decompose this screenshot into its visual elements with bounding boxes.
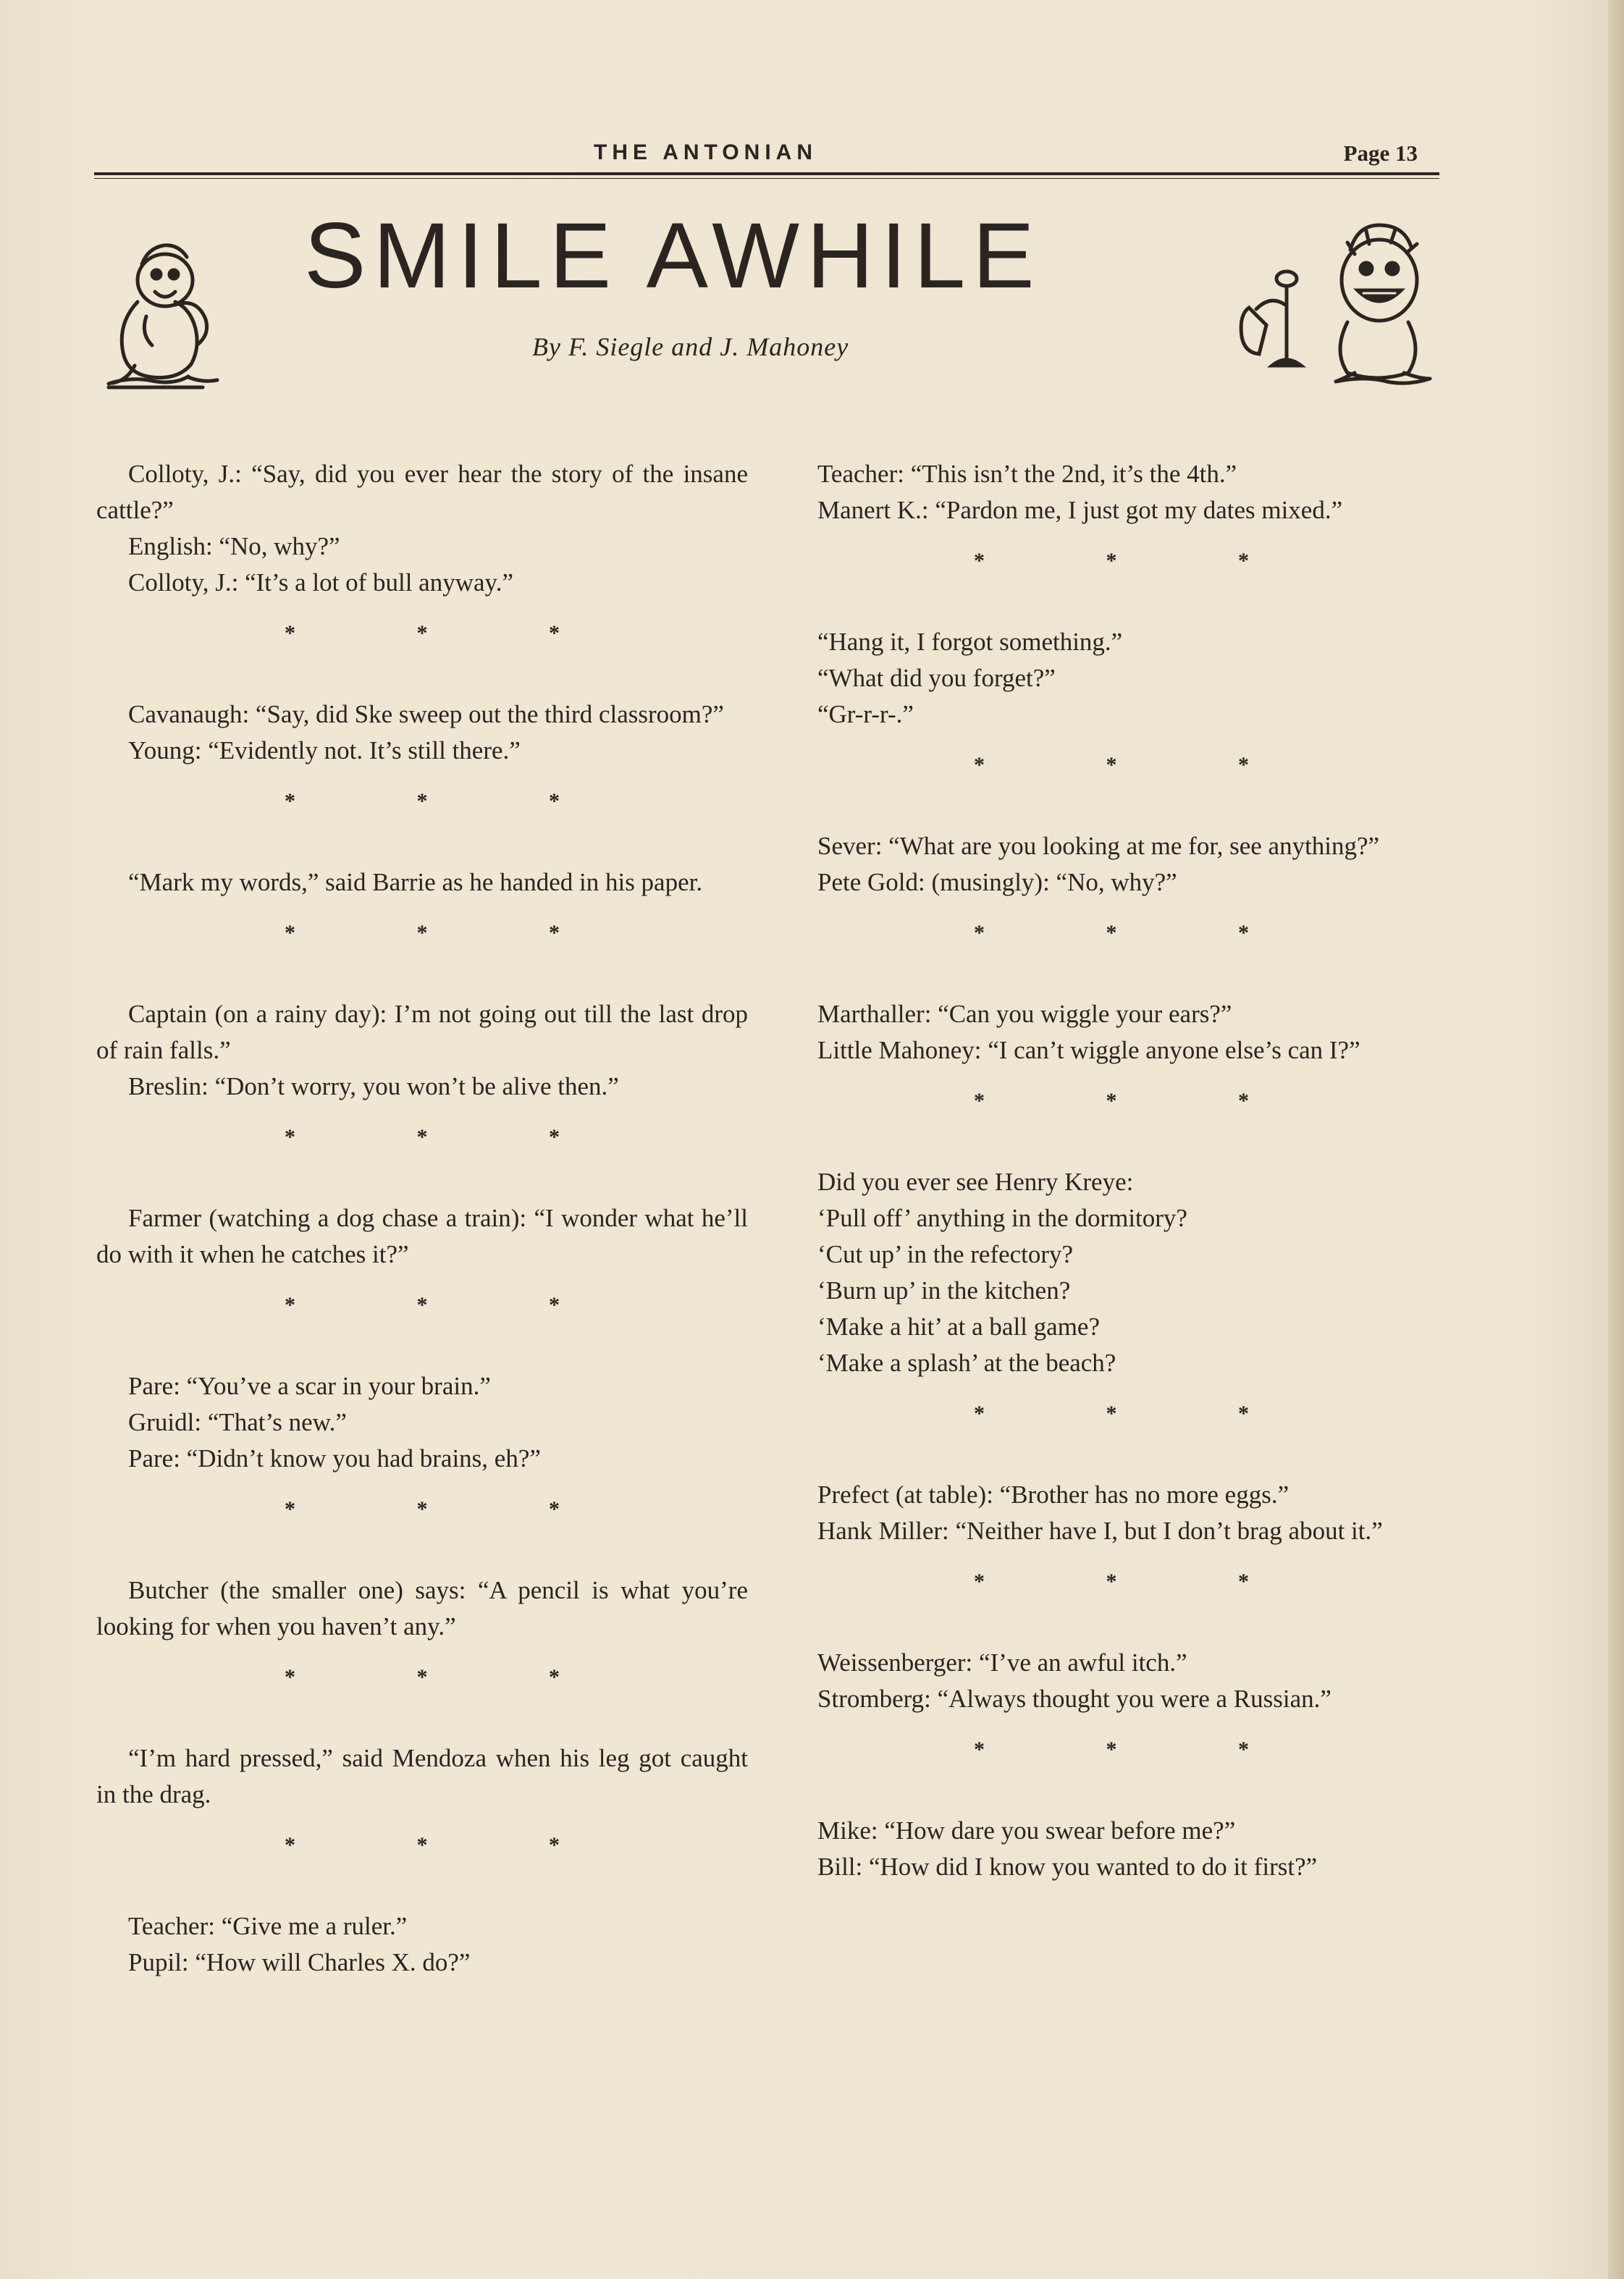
joke-line: Teacher: “This isn’t the 2nd, it’s the 4th.” (817, 460, 1237, 488)
right-column (786, 456, 1437, 1885)
joke-block (96, 1368, 748, 1477)
asterism-separator: * * * (285, 1833, 618, 1857)
joke-line: Pete Gold: (musingly): “No, why?” (817, 868, 1177, 896)
joke-line: “I’m hard pressed,” said Mendoza when his leg got caught in the drag. (96, 1744, 748, 1808)
asterism-separator: * * * (285, 1665, 618, 1689)
joke-line: Young: “Evidently not. It’s still there.” (128, 736, 521, 764)
asterism-separator: * * * (974, 1402, 1307, 1425)
joke-line: “Mark my words,” said Barrie as he handed in his paper. (128, 868, 703, 896)
byline: By F. Siegle and J. Mahoney (532, 332, 849, 361)
joke-block (786, 1477, 1437, 1549)
asterism-separator: * * * (974, 921, 1307, 945)
joke-line: Colloty, J.: “Say, did you ever hear the story of the insane cattle?” (96, 460, 748, 524)
joke-block (96, 1908, 748, 1981)
joke-block (786, 456, 1437, 528)
telephone-figure-illustration (1227, 221, 1444, 395)
joke-line: Farmer (watching a dog chase a train): “I wonder what he’ll do with it when he catches it?” (96, 1204, 748, 1268)
joke-line: “What did you forget?” (817, 664, 1056, 692)
joke-line: Teacher: “Give me a ruler.” (128, 1912, 408, 1940)
joke-line: Weissenberger: “I’ve an awful itch.” (817, 1648, 1187, 1677)
asterism-separator: * * * (285, 1125, 618, 1149)
joke-line: Gruidl: “That’s new.” (128, 1408, 347, 1436)
joke-block (96, 864, 748, 901)
joke-block (96, 456, 748, 601)
joke-line: Stromberg: “Always thought you were a Russian.” (817, 1685, 1331, 1713)
asterism-separator: * * * (974, 549, 1307, 573)
joke-line: ‘Cut up’ in the refectory? (817, 1240, 1074, 1268)
joke-block (96, 696, 748, 769)
asterism-separator: * * * (285, 789, 618, 813)
joke-line: ‘Make a hit’ at a ball game? (817, 1313, 1100, 1341)
joke-block (786, 828, 1437, 901)
running-header (94, 138, 1439, 175)
joke-line: Little Mahoney: “I can’t wiggle anyone else’s can I?” (817, 1036, 1360, 1064)
article-title: SMILE AWHILE (304, 204, 1042, 308)
joke-line: ‘Make a splash’ at the beach? (817, 1349, 1116, 1377)
left-column (96, 456, 748, 1981)
joke-line: “Gr-r-r-.” (817, 700, 914, 728)
asterism-separator: * * * (974, 1089, 1307, 1113)
laughing-figure-illustration (94, 235, 232, 402)
asterism-separator: * * * (285, 1293, 618, 1317)
joke-line: Bill: “How did I know you wanted to do it first?” (817, 1853, 1318, 1881)
joke-block (786, 1813, 1437, 1885)
joke-line: Hank Miller: “Neither have I, but I don’t brag about it.” (817, 1517, 1383, 1545)
joke-line: Captain (on a rainy day): I’m not going out till the last drop of rain falls.” (96, 1000, 748, 1064)
joke-line: Cavanaugh: “Say, did Ske sweep out the third classroom?” (128, 700, 724, 728)
asterism-separator: * * * (974, 1737, 1307, 1761)
joke-line: ‘Burn up’ in the kitchen? (817, 1276, 1071, 1305)
joke-line: Pare: “Didn’t know you had brains, eh?” (128, 1444, 541, 1473)
joke-line: Sever: “What are you looking at me for, see anything?” (817, 832, 1380, 860)
asterism-separator: * * * (974, 1570, 1307, 1593)
page-number: Page 13 (1343, 140, 1418, 166)
joke-block (786, 1645, 1437, 1717)
joke-line: Prefect (at table): “Brother has no more eggs.” (817, 1480, 1289, 1509)
joke-line: Pare: “You’ve a scar in your brain.” (128, 1372, 491, 1400)
joke-line: English: “No, why?” (128, 532, 340, 560)
joke-block (96, 1200, 748, 1273)
joke-line: Pupil: “How will Charles X. do?” (128, 1948, 471, 1976)
joke-line: Did you ever see Henry Kreye: (817, 1168, 1134, 1196)
joke-block (96, 1740, 748, 1813)
journal-name: THE ANTONIAN (594, 140, 817, 164)
joke-line: Butcher (the smaller one) says: “A pencil is what you’re looking for when you haven’t any.” (96, 1576, 748, 1640)
asterism-separator: * * * (974, 753, 1307, 777)
joke-line: Breslin: “Don’t worry, you won’t be alive then.” (128, 1072, 619, 1100)
joke-line: “Hang it, I forgot something.” (817, 628, 1123, 656)
joke-block (96, 1572, 748, 1645)
page-edge (1608, 0, 1624, 2279)
joke-block (786, 996, 1437, 1069)
joke-block (786, 624, 1437, 733)
joke-line: Marthaller: “Can you wiggle your ears?” (817, 1000, 1232, 1028)
joke-line: Colloty, J.: “It’s a lot of bull anyway.” (128, 568, 514, 597)
asterism-separator: * * * (285, 1497, 618, 1521)
joke-line: ‘Pull off’ anything in the dormitory? (817, 1204, 1187, 1232)
joke-line: Mike: “How dare you swear before me?” (817, 1816, 1236, 1845)
asterism-separator: * * * (285, 921, 618, 945)
joke-block (786, 1164, 1437, 1381)
joke-line: Manert K.: “Pardon me, I just got my dates mixed.” (817, 496, 1343, 524)
joke-block (96, 996, 748, 1105)
asterism-separator: * * * (285, 621, 618, 645)
